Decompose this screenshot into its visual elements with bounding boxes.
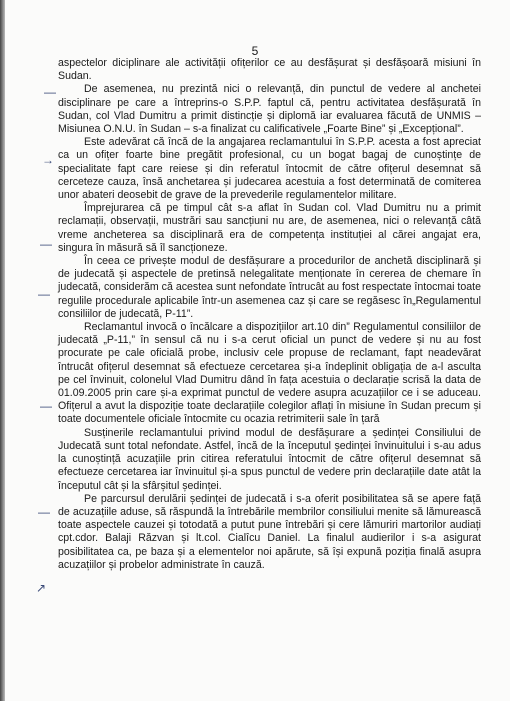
paragraph-4: Împrejurarea că pe timpul cât s-a aflat în Sudan col. Vlad Dumitru nu a primit reclamații, observații, mustrări sau sancțiuni nu are, de asemenea, nici o relevanță câtă vreme ancheterea sa disciplinară era de competența instituției al cărei angajat era, singura în măsură să îl sancționeze. [58,202,481,254]
paragraph-7: Susținerile reclamantului privind modul de desfășurare a ședinței Consiliului de Judecată sunt total nefondate. Astfel, încă de la începutul ședinței învinuitului i s-au adus la cunoștință acuzațiile prin citirea referatului întocmit de către ofițerul desemnat să efectueze cercetarea iar învinuitul și-a spus punctul de vedere prin declarațiile date atât la începutul cât și la sfârșitul ședinței. [58,426,481,492]
paragraph-3: Este adevărat că încă de la angajarea reclamantului în S.P.P. acesta a fost apreciat ca un ofițer foarte bine pregătit profesional, cu un bogat bagaj de cunoștințe de specialitate fapt care reiese și din referatul întocmit de către ofițerul desemnat să cerceteze cauza, însă anchetarea și judecarea acestuia a fost determinată de comiterea unor abateri deosebit de grave de la prevederile regulamentelor militare. [58,136,481,202]
pen-arrow-mark: ↗ [36,581,47,595]
pen-dash-mark: — [44,85,56,99]
pen-arrow-mark: → [42,153,54,167]
pen-dash-mark: — [40,399,52,413]
pen-dash-mark: — [40,237,52,251]
body-text [58,57,481,572]
paragraph-6: Reclamantul invocă o încălcare a dispozițiilor art.10 din” Regulamentul consiliilor de judecată „P-11,” în sensul că nu i s-a cerut oficial un punct de vedere și nu au fost procurate pe cale oficială probe, inclusiv cele propuse de reclamant, fapt neadevărat întrucât ofițerul desemnat să efectueze cercetarea și-a îndeplinit obligația de a-l asculta pe cel învinuit, colonelul Vlad Dumitru dând în fața acestuia o declarație scrisă la data de 01.09.2005 prin care și-a exprimat punctul de vedere asupra acuzațiilor ce i se aduceau. Ofițerul a avut la dispoziție toate declarațiile colegilor aflați în misiune în Sudan precum și toate documentele oficiale întocmite cu ocazia retrimiterii sale în țară [58,321,481,426]
page-number: 5 [251,44,259,58]
paragraph-8: Pe parcursul derulării ședinței de judecată i s-a oferit posibilitatea să se apere față de acuzațiile aduse, să răspundă la întrebările membrilor consiliului menite să lămurească toate aspectele cauzei și totodată a putut pune întrebări și cere lămuriri martorilor audiați cpt.cdor. Balaji Răzvan și lt.col. Cialîcu Daniel. La finalul audierilor i s-a asigurat posibilitatea ca, pe baza și a elementelor noi apărute, să își expună poziția finală asupra acuzațiilor și probelor administrate în cauză. [58,492,481,571]
pen-dash-mark: — [38,287,50,301]
paragraph-5: În ceea ce privește modul de desfășurare a procedurilor de anchetă disciplinară și de judecată și aspectele de pretinsă nelegalitate menționate în cererea de chemare în judecată, considerăm că acestea sunt nefondate întrucât au fost respectate întocmai toate regulile procedurale aplicabile într-un asemenea caz și care se regăsesc în„Regulamentul consiliilor de judecată, P-11”. [58,255,481,320]
paragraph-1: aspectelor diciplinare ale activității ofițerilor ce au desfășurat și desfășoară misiuni în Sudan. [58,57,481,83]
scan-edge-shadow [0,0,5,701]
paragraph-2: De asemenea, nu prezintă nici o relevanță, din punctul de vedere al anchetei disciplinare pe care a întreprins-o S.P.P. faptul că, pentru activitatea desfășurată în Sudan, col Vlad Dumitru a primit distincție și diplomă iar evaluarea făcută de UNMIS –Misiunea O.N.U. în Sudan – s-a finalizat cu calificativele „Foarte Bine” și „Excepțional”. [58,83,481,136]
pen-dash-mark: — [38,505,50,519]
